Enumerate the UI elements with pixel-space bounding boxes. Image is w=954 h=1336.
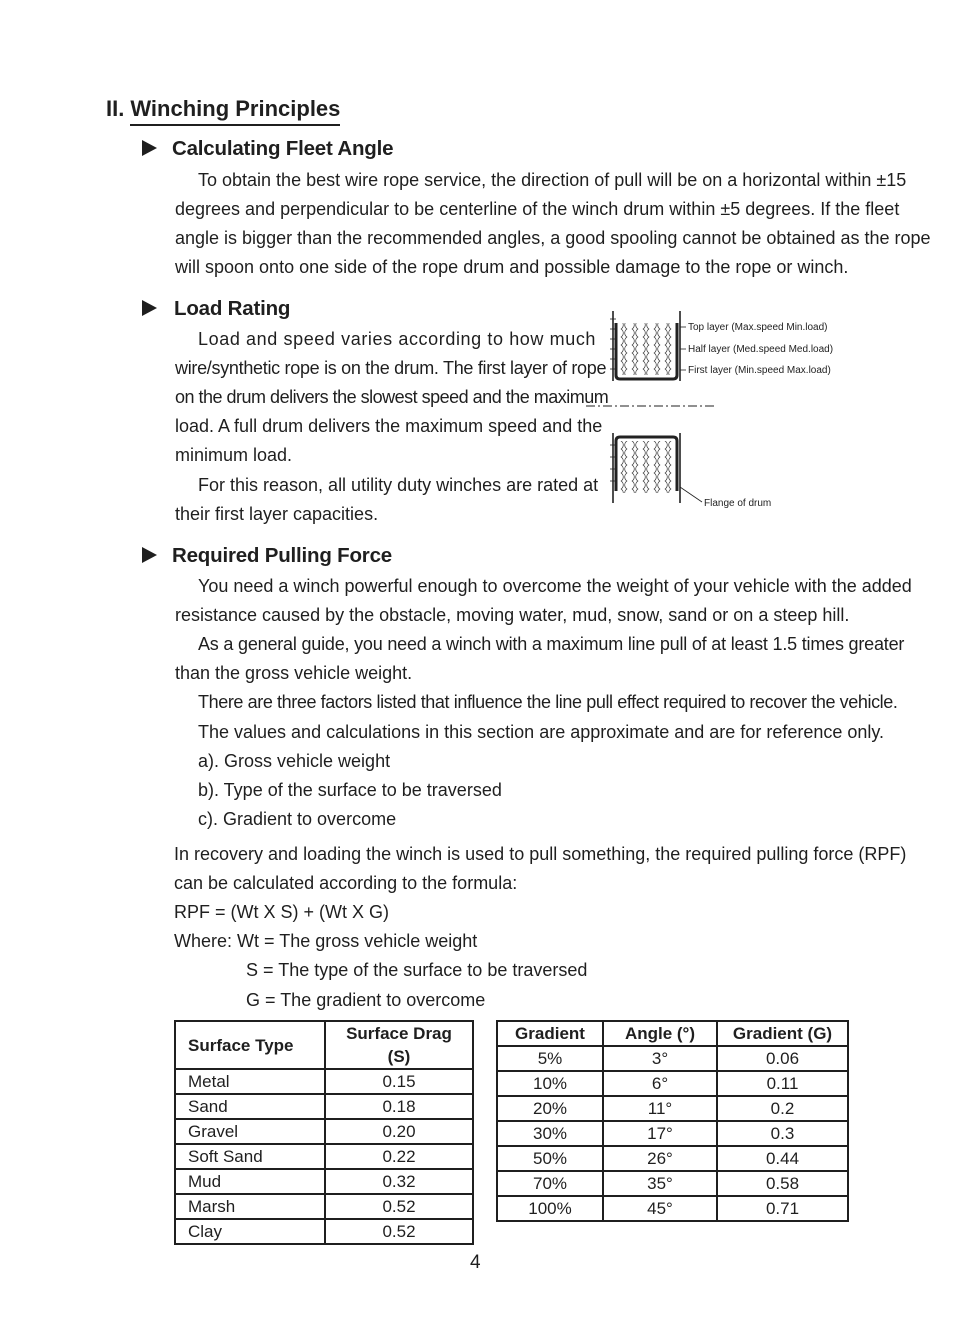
first-layer-label: First layer (Min.speed Max.load) — [688, 365, 831, 376]
table-header-row — [497, 1021, 848, 1046]
table-row: Gravel 0.20 — [175, 1119, 473, 1144]
table-row: 20% 11° 0.2 — [497, 1096, 848, 1121]
empty-drum-drawing — [610, 433, 702, 503]
table-header: Gradient — [497, 1021, 603, 1046]
factor-item: a). Gross vehicle weight — [198, 751, 391, 771]
table-row: Marsh 0.52 — [175, 1194, 473, 1219]
table-row: 10% 6° 0.11 — [497, 1071, 848, 1096]
half-layer-label: Half layer (Med.speed Med.load) — [688, 344, 834, 355]
formula-where: G = The gradient to overcome — [246, 990, 486, 1010]
formula-intro-line: In recovery and loading the winch is used to pull something, the required pulling force (RPF) — [174, 844, 907, 864]
load-rating-line: on the drum delivers the slowest speed and the maximum — [175, 387, 609, 407]
formula-where: S = The type of the surface to be traversed — [246, 960, 588, 980]
top-layer-label: Top layer (Max.speed Min.load) — [688, 322, 828, 333]
load-rating-line: Load and speed varies according to how much — [198, 329, 597, 349]
pulling-force-line: resistance caused by the obstacle, moving water, mud, snow, sand or on a steep hill. — [175, 605, 850, 625]
surface-drag-table — [174, 1020, 474, 1245]
table-row: Metal 0.15 — [175, 1069, 473, 1094]
fleet-angle-line: will spoon onto one side of the rope drum and possible damage to the rope or winch. — [175, 257, 849, 277]
load-rating-line: wire/synthetic rope is on the drum. The first layer of rope — [175, 358, 607, 378]
table-row: 30% 17° 0.3 — [497, 1121, 848, 1146]
table-row: Mud 0.32 — [175, 1169, 473, 1194]
page-number: 4 — [470, 1252, 481, 1273]
load-rating-line: load. A full drum delivers the maximum speed and the — [175, 416, 603, 436]
formula: RPF = (Wt X S) + (Wt X G) — [174, 902, 390, 922]
table-row: 100% 45° 0.71 — [497, 1196, 848, 1221]
table-header-row — [175, 1021, 473, 1069]
section-title-text: Winching Principles — [130, 96, 340, 126]
pulling-force-line: than the gross vehicle weight. — [175, 663, 413, 683]
fleet-angle-line: degrees and perpendicular to be centerline of the winch drum within ±5 degrees. If the fleet — [175, 199, 900, 219]
table-row: Sand 0.18 — [175, 1094, 473, 1119]
factor-item: b). Type of the surface to be traversed — [198, 780, 502, 800]
load-rating-line: their first layer capacities. — [175, 504, 379, 524]
fleet-angle-line: To obtain the best wire rope service, the direction of pull will be on a horizontal within ±15 — [198, 170, 907, 190]
load-rating-line: minimum load. — [175, 445, 293, 465]
table-header: Surface Type — [175, 1021, 325, 1069]
table-header: Gradient (G) — [717, 1021, 848, 1046]
pulling-force-heading: Required Pulling Force — [142, 544, 392, 568]
load-rating-heading: Load Rating — [142, 297, 290, 321]
section-title — [106, 96, 340, 122]
fleet-angle-heading: Calculating Fleet Angle — [142, 137, 393, 161]
pulling-force-line: As a general guide, you need a winch with a maximum line pull of at least 1.5 times greater — [198, 634, 905, 654]
triangle-bullet-icon — [142, 547, 157, 563]
table-row: 70% 35° 0.58 — [497, 1171, 848, 1196]
full-drum-drawing — [610, 311, 686, 381]
table-header: Surface Drag (S) — [325, 1021, 473, 1069]
pulling-force-line: There are three factors listed that influence the line pull effect required to recover the vehicle. — [198, 692, 898, 712]
drum-diagram — [580, 305, 880, 520]
formula-intro-line: can be calculated according to the formula: — [174, 873, 518, 893]
table-row: Soft Sand 0.22 — [175, 1144, 473, 1169]
section-number: II. — [106, 96, 125, 121]
triangle-bullet-icon — [142, 300, 157, 316]
fleet-angle-line: angle is bigger than the recommended angles, a good spooling cannot be obtained as the rope — [175, 228, 931, 248]
table-header: Angle (°) — [603, 1021, 717, 1046]
table-row: Clay 0.52 — [175, 1219, 473, 1244]
triangle-bullet-icon — [142, 140, 157, 156]
table-row: 5% 3° 0.06 — [497, 1046, 848, 1071]
pulling-force-line: You need a winch powerful enough to overcome the weight of your vehicle with the added — [198, 576, 912, 596]
gradient-table — [496, 1020, 849, 1222]
flange-label: Flange of drum — [704, 498, 772, 509]
factor-item: c). Gradient to overcome — [198, 809, 397, 829]
formula-where: Where: Wt = The gross vehicle weight — [174, 931, 478, 951]
load-rating-line: For this reason, all utility duty winches are rated at — [198, 475, 599, 495]
table-row: 50% 26° 0.44 — [497, 1146, 848, 1171]
pulling-force-line: The values and calculations in this section are approximate and are for reference only. — [198, 722, 885, 742]
